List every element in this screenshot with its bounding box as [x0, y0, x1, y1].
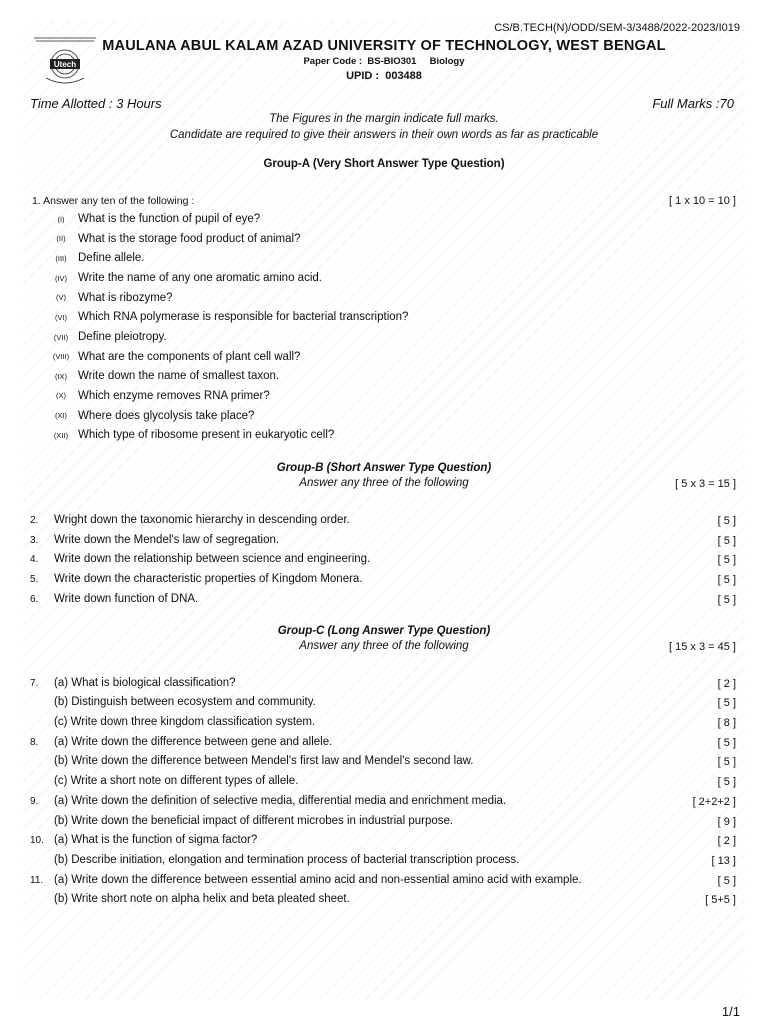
sub-question-text: Which type of ribosome present in eukaryotic cell? — [78, 429, 335, 441]
sub-question-text: Write the name of any one aromatic amino acid. — [78, 272, 322, 284]
question-text: (a) Write down the difference between essential amino acid and non-essential amino acid with example. — [54, 874, 582, 886]
question-text: Write down the relationship between science and engineering. — [54, 553, 371, 565]
sub-question-number: (IV) — [54, 274, 68, 283]
question-text: (a) Write down the definition of selective media, differential media and enrichment media. — [54, 795, 507, 807]
question-text: (a) What is the function of sigma factor? — [54, 834, 258, 846]
instruction-figures: The Figures in the margin indicate full marks. — [269, 113, 499, 125]
question-marks: [ 5 ] — [717, 875, 736, 887]
sub-question-text: What is the function of pupil of eye? — [78, 213, 261, 225]
question-marks: [ 5+5 ] — [705, 894, 736, 906]
group-a-title: Group-A (Very Short Answer Type Question) — [263, 158, 505, 170]
question-marks: [ 2 ] — [717, 678, 736, 690]
group-a-marks: [ 1 x 10 = 10 ] — [669, 195, 736, 207]
time-allotted: Time Allotted : 3 Hours — [30, 96, 162, 111]
question-1 — [32, 195, 194, 207]
paper-reference: CS/B.TECH(N)/ODD/SEM-3/3488/2022-2023/I019 — [494, 22, 740, 34]
question-number: 5. — [30, 574, 39, 585]
question-text: (b) Write down the beneficial impact of different microbes in industrial purpose. — [54, 815, 454, 827]
sub-question-number: (V) — [56, 293, 66, 302]
sub-question-number: (XII) — [53, 431, 69, 440]
question-text: (c) Write down three kingdom classification system. — [54, 716, 316, 728]
question-marks: [ 2 ] — [717, 835, 736, 847]
group-c-title: Group-C (Long Answer Type Question) — [277, 625, 491, 637]
sub-question-text: Write down the name of smallest taxon. — [78, 370, 280, 382]
question-text: Answer any ten of the following : — [43, 195, 195, 207]
question-text: (b) Write short note on alpha helix and beta pleated sheet. — [54, 893, 350, 905]
sub-question-number: (VIII) — [52, 352, 70, 361]
instruction-own-words: Candidate are required to give their answers in their own words as far as practicable — [169, 129, 599, 141]
sub-question-number: (I) — [57, 215, 65, 224]
question-text: (a) What is biological classification? — [54, 677, 236, 689]
logo-text: Utech — [53, 60, 77, 69]
upid-line — [0, 70, 768, 82]
question-marks: [ 9 ] — [717, 816, 736, 828]
sub-question-text: What is the storage food product of animal? — [78, 233, 301, 245]
question-number: 9. — [30, 796, 39, 807]
question-marks: [ 5 ] — [717, 697, 736, 709]
full-marks: Full Marks :70 — [652, 96, 734, 111]
question-number: 2. — [30, 515, 39, 526]
question-text: Write down the Mendel's law of segregation. — [54, 534, 280, 546]
upid-label: UPID : — [346, 70, 380, 82]
question-marks: [ 5 ] — [717, 535, 736, 547]
group-b-marks: [ 5 x 3 = 15 ] — [675, 478, 736, 490]
question-marks: [ 5 ] — [717, 776, 736, 788]
question-text: Write down the characteristic properties of Kingdom Monera. — [54, 573, 363, 585]
paper-code-label: Paper Code : — [303, 56, 363, 67]
question-text: (c) Write a short note on different types of allele. — [54, 775, 299, 787]
sub-question-text: What is ribozyme? — [78, 292, 173, 304]
question-marks: [ 5 ] — [717, 554, 736, 566]
question-marks: [ 5 ] — [717, 515, 736, 527]
paper-code-line — [0, 56, 768, 67]
sub-question-number: (III) — [55, 254, 67, 263]
question-number: 7. — [30, 678, 39, 689]
sub-question-text: Define pleiotropy. — [78, 331, 167, 343]
question-number: 1. — [32, 195, 41, 207]
question-text: (b) Write down the difference between Mendel's first law and Mendel's second law. — [54, 755, 474, 767]
question-marks: [ 5 ] — [717, 594, 736, 606]
question-text: (b) Distinguish between ecosystem and community. — [54, 696, 316, 708]
sub-question-text: Define allele. — [78, 252, 145, 264]
question-text: Wright down the taxonomic hierarchy in descending order. — [54, 514, 350, 526]
question-marks: [ 5 ] — [717, 574, 736, 586]
sub-question-text: Which RNA polymerase is responsible for bacterial transcription? — [78, 311, 409, 323]
question-marks: [ 5 ] — [717, 737, 736, 749]
upid-value: 003488 — [385, 70, 422, 82]
sub-question-number: (IX) — [54, 372, 68, 381]
group-b-subtitle: Answer any three of the following — [299, 477, 469, 489]
paper-code: BS-BIO301 — [367, 56, 417, 67]
sub-question-number: (XI) — [54, 411, 68, 420]
university-name: MAULANA ABUL KALAM AZAD UNIVERSITY OF TECHNOLOGY, WEST BENGAL — [102, 38, 666, 54]
question-text: (a) Write down the difference between gene and allele. — [54, 736, 333, 748]
group-b-title: Group-B (Short Answer Type Question) — [276, 462, 492, 474]
sub-question-number: (X) — [56, 391, 66, 400]
question-marks: [ 8 ] — [717, 717, 736, 729]
question-text: (b) Describe initiation, elongation and termination process of bacterial transcription process. — [54, 854, 520, 866]
question-number: 8. — [30, 737, 39, 748]
question-marks: [ 2+2+2 ] — [692, 796, 736, 808]
question-marks: [ 13 ] — [711, 855, 736, 867]
question-number: 11. — [30, 875, 44, 886]
question-number: 3. — [30, 535, 39, 546]
sub-question-text: Which enzyme removes RNA primer? — [78, 390, 270, 402]
group-c-marks: [ 15 x 3 = 45 ] — [669, 641, 736, 653]
question-number: 6. — [30, 594, 39, 605]
question-number: 10. — [30, 835, 44, 846]
page-number: 1/1 — [721, 1004, 740, 1019]
sub-question-text: Where does glycolysis take place? — [78, 410, 255, 422]
question-text: Write down function of DNA. — [54, 593, 199, 605]
question-marks: [ 5 ] — [717, 756, 736, 768]
group-c-subtitle: Answer any three of the following — [299, 640, 469, 652]
sub-question-text: What are the components of plant cell wall? — [78, 351, 301, 363]
sub-question-number: (VI) — [54, 313, 68, 322]
question-number: 4. — [30, 554, 39, 565]
subject: Biology — [429, 56, 465, 67]
sub-question-number: (VII) — [53, 333, 69, 342]
sub-question-number: (II) — [56, 234, 66, 243]
